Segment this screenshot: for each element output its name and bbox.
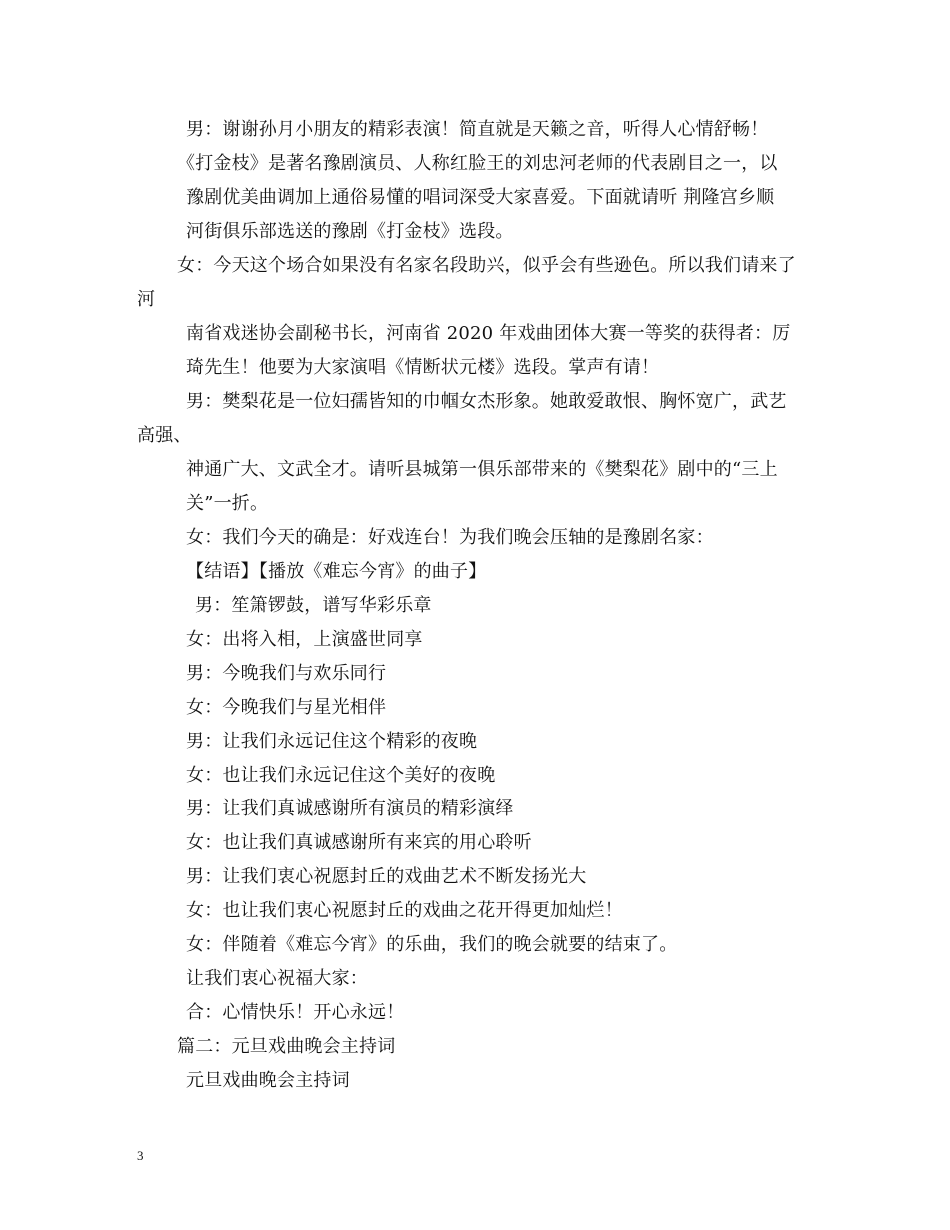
text-line: 男：今晚我们与欢乐同行	[186, 663, 387, 684]
text-line: 让我们衷心祝福大家：	[186, 968, 368, 989]
text-line: 南省戏迷协会副秘书长，河南省 2020 年戏曲团体大赛一等奖的获得者：厉	[186, 323, 791, 344]
text-line: 男：让我们衷心祝愿封丘的戏曲艺术不断发扬光大	[186, 866, 587, 887]
text-line: 男：让我们真诚感谢所有演员的精彩演绎	[186, 798, 514, 819]
text-line: 女：我们今天的确是：好戏连台！为我们晚会压轴的是豫剧名家：	[186, 527, 714, 548]
text-line: 男：让我们永远记住这个精彩的夜晚	[186, 731, 478, 752]
text-line: 女：出将入相，上演盛世同享	[186, 629, 423, 650]
text-line: 【结语】【播放《难忘今宵》的曲子】	[186, 561, 487, 582]
text-line: 神通广大、文武全才。请听县城第一俱乐部带来的《樊梨花》剧中的“三上	[186, 459, 778, 480]
text-line: 女：也让我们衷心祝愿封丘的戏曲之花开得更加灿烂！	[186, 900, 623, 921]
text-line: 《打金枝》是著名豫剧演员、人称红脸王的刘忠河老师的代表剧目之一，以	[177, 153, 778, 174]
text-line: 豫剧优美曲调加上通俗易懂的唱词深受大家喜爱。下面就请听 荆隆宫乡顺	[186, 187, 775, 208]
text-line: 男：笙箫锣鼓，谱写华彩乐章	[195, 595, 432, 616]
text-line: 男：谢谢孙月小朋友的精彩表演！简直就是天籁之音，听得人心情舒畅！	[186, 119, 769, 140]
page-number: 3	[137, 1148, 144, 1163]
text-line: 女：也让我们永远记住这个美好的夜晚	[186, 765, 496, 786]
text-line: 高强、	[137, 425, 192, 446]
section-heading: 篇二：元旦戏曲晚会主持词	[177, 1036, 396, 1057]
text-line: 男：樊梨花是一位妇孺皆知的巾帼女杰形象。她敢爱敢恨、胸怀宽广，武艺	[186, 391, 787, 412]
text-line: 女：今天这个场合如果没有名家名段助兴，似乎会有些逊色。所以我们请来了	[177, 255, 796, 276]
text-line: 河	[137, 289, 156, 310]
text-line: 女：伴随着《难忘今宵》的乐曲，我们的晚会就要的结束了。	[186, 934, 678, 955]
text-line: 女：今晚我们与星光相伴	[186, 697, 387, 718]
text-line: 关”一折。	[186, 493, 269, 514]
text-line: 合：心情快乐！开心永远！	[186, 1002, 405, 1023]
text-line: 元旦戏曲晚会主持词	[186, 1070, 350, 1091]
text-line: 河街俱乐部选送的豫剧《打金枝》选段。	[186, 221, 514, 242]
text-line: 琦先生！他要为大家演唱《情断状元楼》选段。掌声有请！	[186, 357, 660, 378]
text-line: 女：也让我们真诚感谢所有来宾的用心聆听	[186, 832, 532, 853]
